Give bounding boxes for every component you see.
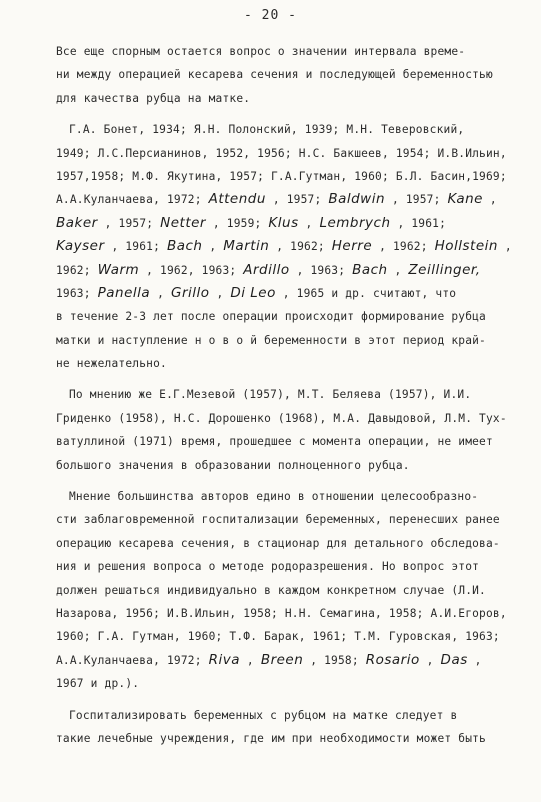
text-line	[56, 165, 508, 188]
handwritten-name: Ardillo	[243, 261, 290, 278]
text-line	[56, 602, 508, 625]
typed-text: , 1959;	[206, 216, 269, 230]
typed-text: Мнение большинства авторов едино в отношении целесообразно-	[69, 490, 479, 504]
handwritten-name: Herre	[331, 238, 373, 255]
handwritten-name: Riva	[208, 651, 240, 668]
page-number: - 20 -	[244, 8, 297, 23]
typed-text: , 1962;	[372, 240, 435, 254]
text-line	[56, 87, 508, 110]
typed-text: , 1957;	[97, 216, 161, 230]
text-line	[56, 282, 508, 305]
text-line	[56, 704, 508, 727]
typed-text: А.А.Куланчаева, 1972;	[56, 193, 209, 207]
handwritten-name: Kayser	[56, 238, 105, 255]
text-line	[56, 383, 508, 406]
typed-text: По мнению же Е.Г.Мезевой (1957), М.Т. Беляева (1957), И.И.	[69, 388, 472, 402]
text-line	[56, 63, 508, 86]
typed-text: ния и решения вопроса о методе родоразрешения. Но вопрос этот	[56, 560, 480, 574]
handwritten-name: Di Leo	[230, 284, 276, 301]
text-line	[56, 407, 508, 430]
typed-text: ни между операцией кесарева сечения и последующей беременностью	[56, 68, 493, 82]
handwritten-name: Hollstein	[434, 238, 498, 255]
text-line	[56, 672, 508, 695]
typed-text: для качества рубца на матке.	[56, 91, 251, 105]
text-line	[56, 532, 508, 555]
typed-text: Гриденко (1958), Н.С. Дорошенко (1968), М.А. Давыдовой, Л.М. Тух-	[56, 411, 507, 425]
typed-text: , 1958;	[303, 653, 366, 667]
text-line	[56, 329, 508, 352]
text-line	[56, 212, 508, 235]
text-line	[56, 430, 508, 453]
handwritten-name: Attendu	[208, 191, 266, 208]
text-line	[56, 727, 508, 750]
typed-text: ,	[419, 653, 441, 667]
text-line	[56, 485, 508, 508]
typed-text: ,	[150, 286, 171, 300]
handwritten-name: Panella	[97, 284, 151, 301]
text-line	[56, 40, 508, 63]
typed-text: 1949; Л.С.Персианинов, 1952, 1956; Н.С. Бакшеев, 1954; И.В.Ильин,	[56, 146, 507, 160]
typed-text: , 1957;	[265, 193, 329, 207]
typed-text: А.А.Куланчаева, 1972;	[56, 653, 209, 667]
typed-text: должен решаться индивидуально в каждом конкретном случае (Л.И.	[56, 583, 486, 597]
typed-text: ,	[497, 240, 512, 254]
typed-text: большого значения в образовании полноценного рубца.	[56, 458, 410, 472]
handwritten-name: Warm	[97, 261, 140, 278]
text-line	[56, 508, 508, 531]
typed-text: Г.А. Бонет, 1934; Я.Н. Полонский, 1939; М.Н. Теверовский,	[69, 123, 465, 137]
text-line	[56, 454, 508, 477]
typed-text: сти заблаговременной госпитализации беременных, перенесших ранее	[56, 513, 500, 527]
text-line	[56, 625, 508, 648]
text-line	[56, 188, 508, 211]
typed-text: 1960; Г.А. Гутман, 1960; Т.Ф. Барак, 1961; Т.М. Гуровская, 1963;	[56, 630, 500, 644]
text-line	[56, 235, 512, 258]
handwritten-name: Rosario	[365, 651, 420, 668]
typed-text: 1962;	[56, 263, 98, 277]
text-line	[56, 142, 508, 165]
text-line	[56, 352, 508, 375]
handwritten-name: Kane	[447, 191, 483, 208]
typed-text: Все еще спорным остается вопрос о значении интервала време-	[56, 45, 466, 58]
text-line	[56, 555, 508, 578]
typed-text: 1963;	[56, 286, 98, 300]
typed-text: 1957,1958; М.Ф. Якутина, 1957; Г.А.Гутман, 1960; Б.Л. Басин,1969;	[56, 169, 507, 183]
handwritten-name: Baldwin	[328, 191, 386, 208]
typed-text: , 1961;	[390, 216, 446, 230]
typed-text: , 1963;	[289, 263, 353, 277]
typed-text: ,	[240, 653, 261, 667]
typed-text: ,	[387, 263, 409, 277]
typed-text: , 1957;	[385, 193, 448, 207]
text-line	[56, 579, 508, 602]
typed-text: ,	[209, 286, 231, 300]
handwritten-name: Lembrych	[319, 214, 391, 231]
typed-text: матки и наступление н о в о й беременности в этот период край-	[56, 333, 486, 347]
typed-text: , 1965 и др. считают, что	[275, 286, 457, 300]
typed-text: ватуллиной (1971) время, прошедшее с момента операции, не имеет	[56, 435, 493, 449]
typed-text: 1967 и др.).	[56, 677, 140, 691]
typed-text: ,	[467, 653, 482, 667]
handwritten-name: Martin	[223, 238, 270, 255]
typed-text: операцию кесарева сечения, в стационар для детального обследова-	[56, 536, 500, 550]
handwritten-name: Baker	[56, 214, 98, 231]
typed-text: Госпитализировать беременных с рубцом на матке следует в	[69, 708, 458, 722]
text-line	[56, 305, 508, 328]
typed-text: в течение 2-3 лет после операции происходит формирование рубца	[56, 310, 486, 324]
handwritten-name: Breen	[260, 651, 304, 668]
handwritten-name: Zeillinger,	[408, 261, 481, 278]
typed-text: такие лечебные учреждения, где им при необходимости может быть	[56, 731, 486, 745]
text-line	[56, 649, 508, 672]
text-line	[56, 118, 508, 141]
typed-text: ,	[202, 240, 224, 254]
typed-text: ,	[298, 216, 320, 230]
handwritten-name: Bach	[352, 261, 388, 278]
handwritten-name: Klus	[268, 214, 299, 231]
typed-text: , 1962, 1963;	[139, 263, 244, 277]
handwritten-name: Netter	[160, 214, 206, 231]
handwritten-name: Bach	[166, 238, 203, 255]
text-line	[56, 259, 508, 282]
body-text	[56, 40, 512, 750]
typed-text: Назарова, 1956; И.В.Ильин, 1958; Н.Н. Семагина, 1958; А.И.Егоров,	[56, 606, 507, 620]
typed-text: , 1962;	[269, 240, 332, 254]
typed-text: ,	[482, 193, 497, 207]
typed-text: не нежелательно.	[56, 357, 167, 371]
typed-text: , 1961;	[104, 240, 167, 254]
handwritten-name: Grillo	[171, 284, 210, 301]
handwritten-name: Das	[440, 651, 468, 668]
